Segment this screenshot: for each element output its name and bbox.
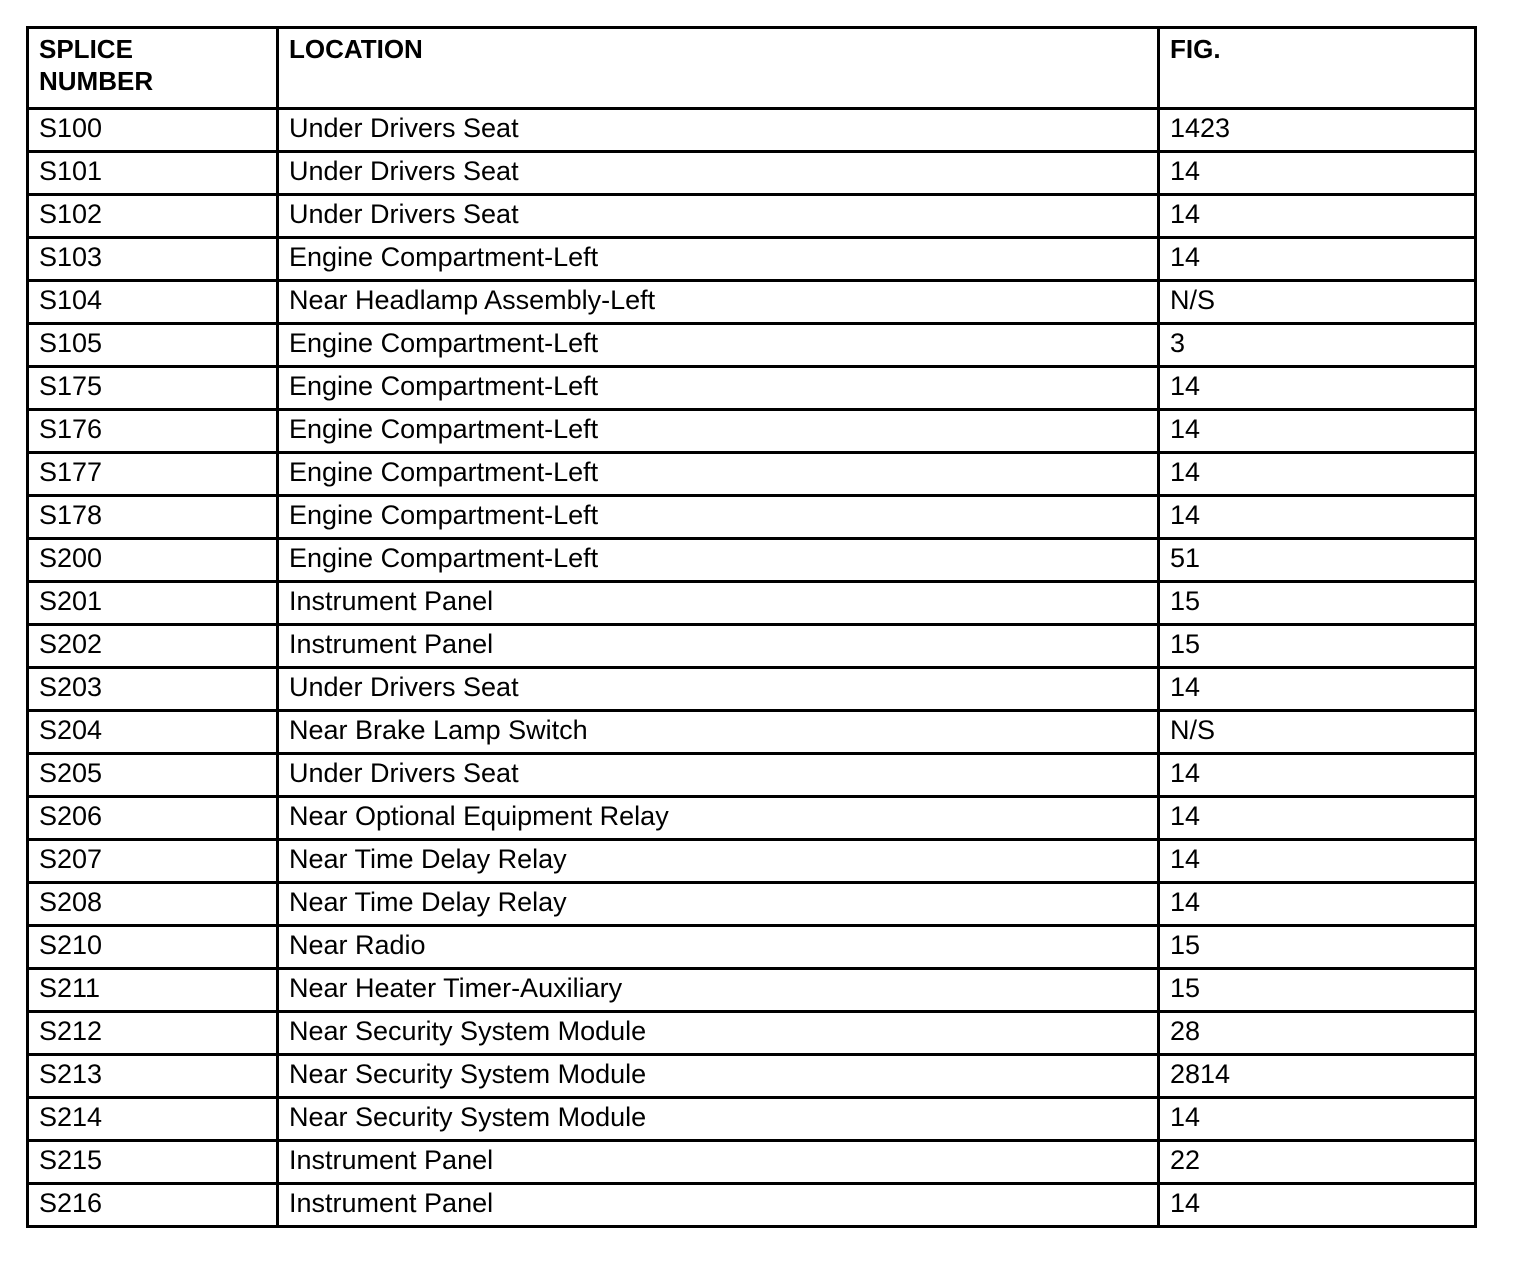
splice-number-cell: S206 xyxy=(28,797,278,840)
location-cell: Near Security System Module xyxy=(278,1012,1159,1055)
fig-cell: 51 xyxy=(1159,539,1476,582)
location-cell: Instrument Panel xyxy=(278,625,1159,668)
splice-number-cell: S175 xyxy=(28,367,278,410)
splice-number-cell: S212 xyxy=(28,1012,278,1055)
location-cell: Instrument Panel xyxy=(278,582,1159,625)
splice-number-cell: S204 xyxy=(28,711,278,754)
fig-cell: 14 xyxy=(1159,668,1476,711)
table-row xyxy=(28,496,1476,539)
location-cell: Near Brake Lamp Switch xyxy=(278,711,1159,754)
fig-cell: 22 xyxy=(1159,1141,1476,1184)
splice-number-cell: S176 xyxy=(28,410,278,453)
fig-cell: 14 xyxy=(1159,453,1476,496)
location-cell: Instrument Panel xyxy=(278,1184,1159,1227)
location-cell: Near Security System Module xyxy=(278,1055,1159,1098)
table-row xyxy=(28,582,1476,625)
fig-cell: 1423 xyxy=(1159,109,1476,152)
table-row xyxy=(28,109,1476,152)
splice-number-cell: S216 xyxy=(28,1184,278,1227)
location-cell: Near Headlamp Assembly-Left xyxy=(278,281,1159,324)
table-row xyxy=(28,281,1476,324)
fig-cell: 15 xyxy=(1159,969,1476,1012)
location-cell: Engine Compartment-Left xyxy=(278,410,1159,453)
location-cell: Engine Compartment-Left xyxy=(278,367,1159,410)
table-row xyxy=(28,152,1476,195)
location-cell: Instrument Panel xyxy=(278,1141,1159,1184)
table-row xyxy=(28,969,1476,1012)
table-row xyxy=(28,1141,1476,1184)
splice-number-cell: S202 xyxy=(28,625,278,668)
splice-number-cell: S211 xyxy=(28,969,278,1012)
fig-cell: 14 xyxy=(1159,754,1476,797)
fig-cell: 15 xyxy=(1159,625,1476,668)
splice-number-cell: S208 xyxy=(28,883,278,926)
fig-cell: 14 xyxy=(1159,195,1476,238)
table-header xyxy=(28,28,1476,109)
header-splice-number: SPLICE NUMBER xyxy=(28,28,278,109)
fig-cell: 14 xyxy=(1159,797,1476,840)
table-body xyxy=(28,109,1476,1227)
table-row xyxy=(28,797,1476,840)
location-cell: Under Drivers Seat xyxy=(278,109,1159,152)
table-row xyxy=(28,195,1476,238)
table-row xyxy=(28,711,1476,754)
splice-number-cell: S105 xyxy=(28,324,278,367)
fig-cell: 14 xyxy=(1159,883,1476,926)
location-cell: Near Time Delay Relay xyxy=(278,883,1159,926)
table-row xyxy=(28,754,1476,797)
location-cell: Near Time Delay Relay xyxy=(278,840,1159,883)
splice-number-cell: S100 xyxy=(28,109,278,152)
splice-number-cell: S207 xyxy=(28,840,278,883)
splice-number-cell: S214 xyxy=(28,1098,278,1141)
fig-cell: 2814 xyxy=(1159,1055,1476,1098)
location-cell: Engine Compartment-Left xyxy=(278,453,1159,496)
table-row xyxy=(28,625,1476,668)
fig-cell: 3 xyxy=(1159,324,1476,367)
location-cell: Under Drivers Seat xyxy=(278,152,1159,195)
splice-number-cell: S103 xyxy=(28,238,278,281)
fig-cell: 14 xyxy=(1159,152,1476,195)
table-row xyxy=(28,367,1476,410)
splice-location-table xyxy=(26,26,1477,1228)
fig-cell: 15 xyxy=(1159,582,1476,625)
fig-cell: 14 xyxy=(1159,1184,1476,1227)
fig-cell: 15 xyxy=(1159,926,1476,969)
header-location: LOCATION xyxy=(278,28,1159,109)
fig-cell: 28 xyxy=(1159,1012,1476,1055)
splice-number-cell: S102 xyxy=(28,195,278,238)
splice-number-cell: S101 xyxy=(28,152,278,195)
fig-cell: 14 xyxy=(1159,1098,1476,1141)
table-row xyxy=(28,1098,1476,1141)
location-cell: Engine Compartment-Left xyxy=(278,539,1159,582)
splice-number-cell: S200 xyxy=(28,539,278,582)
splice-number-cell: S203 xyxy=(28,668,278,711)
table-row xyxy=(28,1055,1476,1098)
location-cell: Near Radio xyxy=(278,926,1159,969)
table-row xyxy=(28,1184,1476,1227)
location-cell: Engine Compartment-Left xyxy=(278,324,1159,367)
fig-cell: 14 xyxy=(1159,367,1476,410)
splice-number-cell: S104 xyxy=(28,281,278,324)
location-cell: Near Heater Timer-Auxiliary xyxy=(278,969,1159,1012)
fig-cell: N/S xyxy=(1159,281,1476,324)
fig-cell: N/S xyxy=(1159,711,1476,754)
table-row xyxy=(28,453,1476,496)
location-cell: Near Security System Module xyxy=(278,1098,1159,1141)
splice-number-cell: S210 xyxy=(28,926,278,969)
location-cell: Engine Compartment-Left xyxy=(278,496,1159,539)
header-fig: FIG. xyxy=(1159,28,1476,109)
splice-number-cell: S205 xyxy=(28,754,278,797)
fig-cell: 14 xyxy=(1159,496,1476,539)
splice-number-cell: S201 xyxy=(28,582,278,625)
table-row xyxy=(28,668,1476,711)
table-row xyxy=(28,1012,1476,1055)
header-row xyxy=(28,28,1476,109)
table-row xyxy=(28,883,1476,926)
location-cell: Engine Compartment-Left xyxy=(278,238,1159,281)
location-cell: Under Drivers Seat xyxy=(278,754,1159,797)
location-cell: Near Optional Equipment Relay xyxy=(278,797,1159,840)
fig-cell: 14 xyxy=(1159,840,1476,883)
table-row xyxy=(28,410,1476,453)
location-cell: Under Drivers Seat xyxy=(278,668,1159,711)
table-row xyxy=(28,539,1476,582)
splice-number-cell: S177 xyxy=(28,453,278,496)
splice-number-cell: S215 xyxy=(28,1141,278,1184)
table-row xyxy=(28,840,1476,883)
splice-number-cell: S178 xyxy=(28,496,278,539)
fig-cell: 14 xyxy=(1159,238,1476,281)
location-cell: Under Drivers Seat xyxy=(278,195,1159,238)
table-row xyxy=(28,238,1476,281)
fig-cell: 14 xyxy=(1159,410,1476,453)
splice-number-cell: S213 xyxy=(28,1055,278,1098)
table-row xyxy=(28,324,1476,367)
table-row xyxy=(28,926,1476,969)
